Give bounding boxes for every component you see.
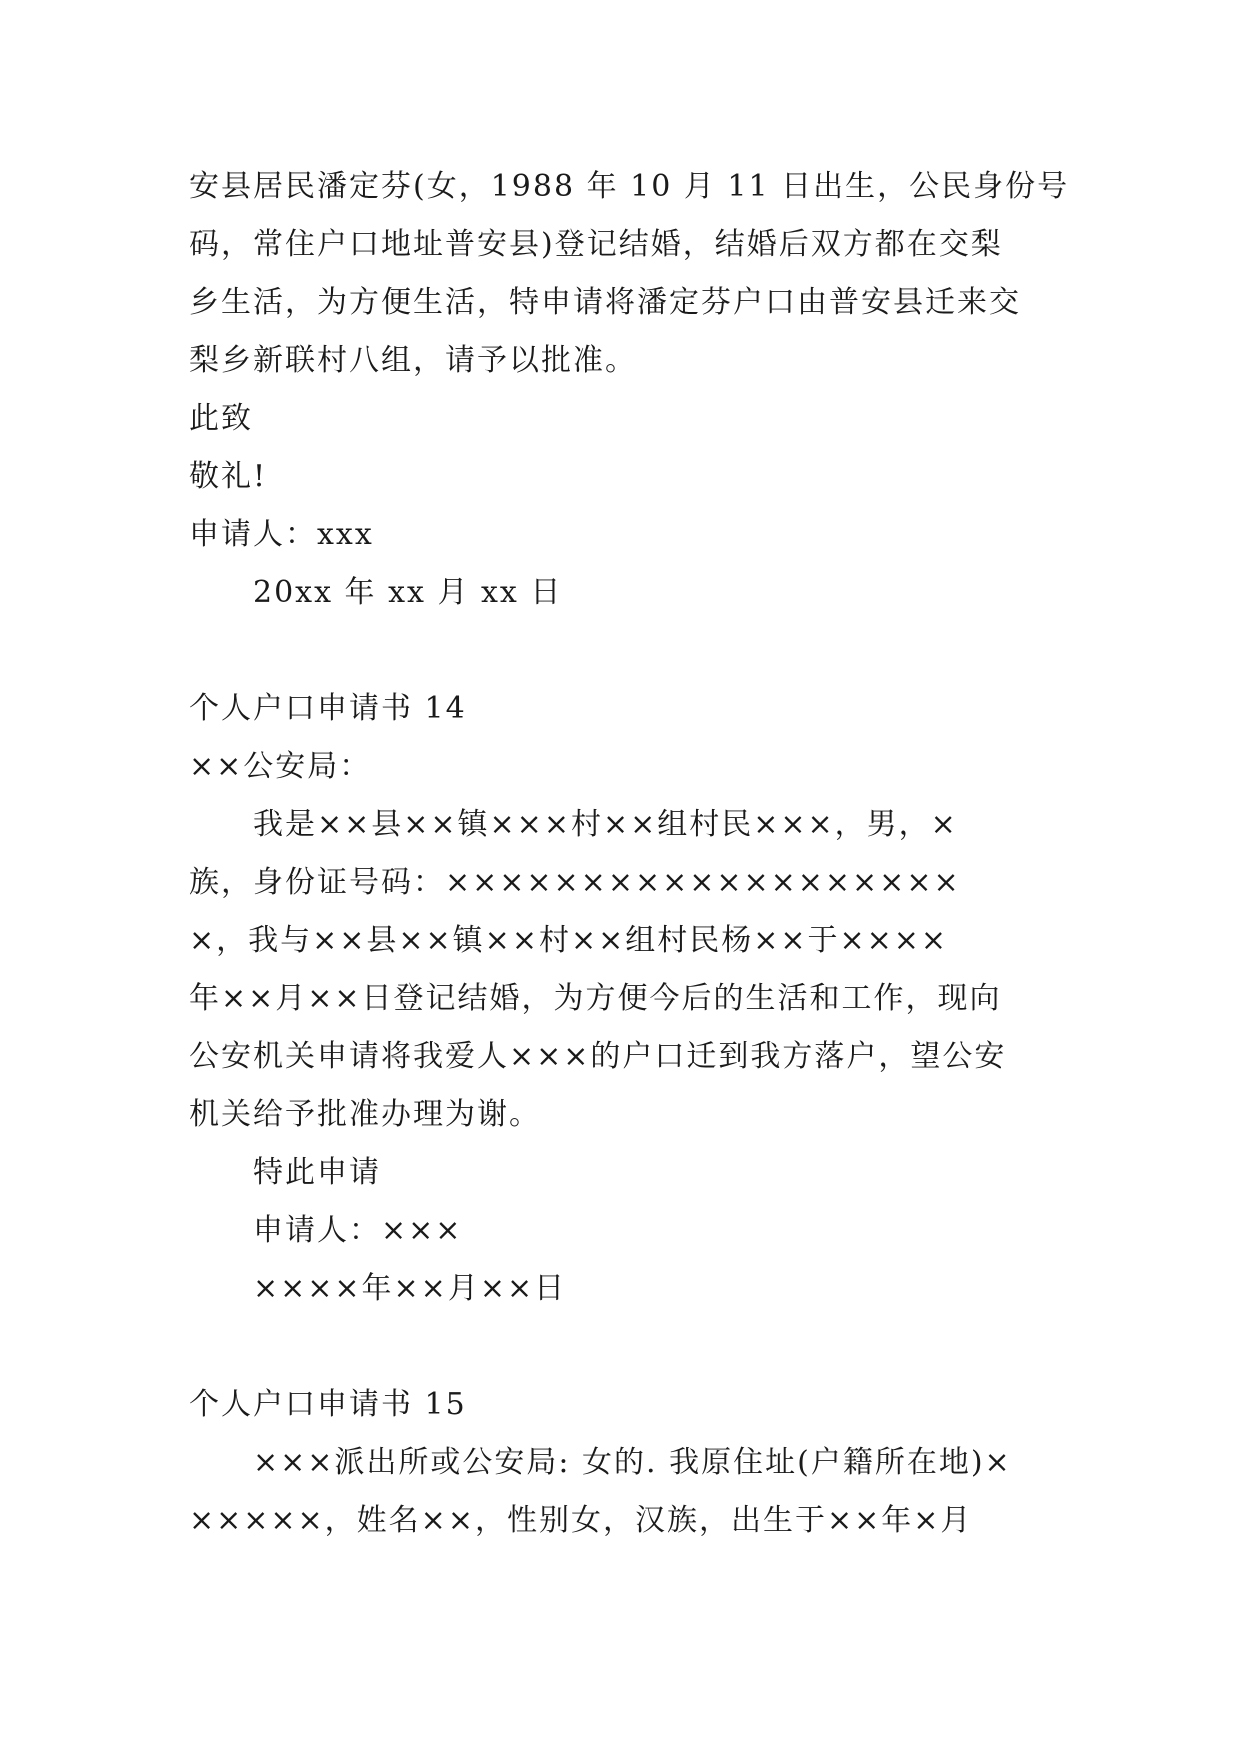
document-content: [189, 158, 1070, 1550]
body-line: ×××××，姓名××，性别女，汉族，出生于××年×月: [189, 1503, 973, 1538]
section-title: 个人户口申请书 15: [189, 1387, 467, 1422]
body-line: 码，常住户口地址普安县)登记结婚，结婚后双方都在交梨: [189, 227, 1003, 262]
closing-salutation: 此致: [189, 401, 253, 436]
closing-statement: 特此申请: [253, 1155, 381, 1190]
section-gap: [189, 1318, 1059, 1376]
body-line: 安县居民潘定芬(女，1988 年 10 月 11 日出生，公民身份号: [189, 169, 1070, 204]
letter-recipient: ××公安局：: [189, 749, 372, 784]
body-line: ×，我与××县××镇××村××组村民杨××于××××: [189, 923, 949, 958]
body-line: 机关给予批准办理为谢。: [189, 1097, 541, 1132]
section-title: 个人户口申请书 14: [189, 691, 467, 726]
signature-date: ××××年××月××日: [253, 1271, 567, 1306]
body-line: ×××派出所或公安局: 女的. 我原住址(户籍所在地)×: [253, 1445, 1012, 1480]
body-line: 乡生活，为方便生活，特申请将潘定芬户口由普安县迁来交: [189, 285, 1021, 320]
signature-date: 20xx 年 xx 月 xx 日: [253, 575, 563, 610]
applicant-signature: 申请人：×××: [253, 1213, 463, 1248]
body-line: 梨乡新联村八组，请予以批准。: [189, 343, 637, 378]
body-line: 年××月××日登记结婚，为方便今后的生活和工作，现向: [189, 981, 1002, 1016]
body-line: 族，身份证号码：×××××××××××××××××××: [189, 865, 961, 900]
applicant-signature: 申请人：xxx: [189, 517, 374, 552]
body-line: 我是××县××镇×××村××组村民×××，男，×: [253, 807, 958, 842]
body-line: 公安机关申请将我爱人×××的户口迁到我方落户，望公安: [189, 1039, 1007, 1074]
closing-regards: 敬礼!: [189, 459, 268, 494]
section-gap: [189, 622, 1059, 680]
